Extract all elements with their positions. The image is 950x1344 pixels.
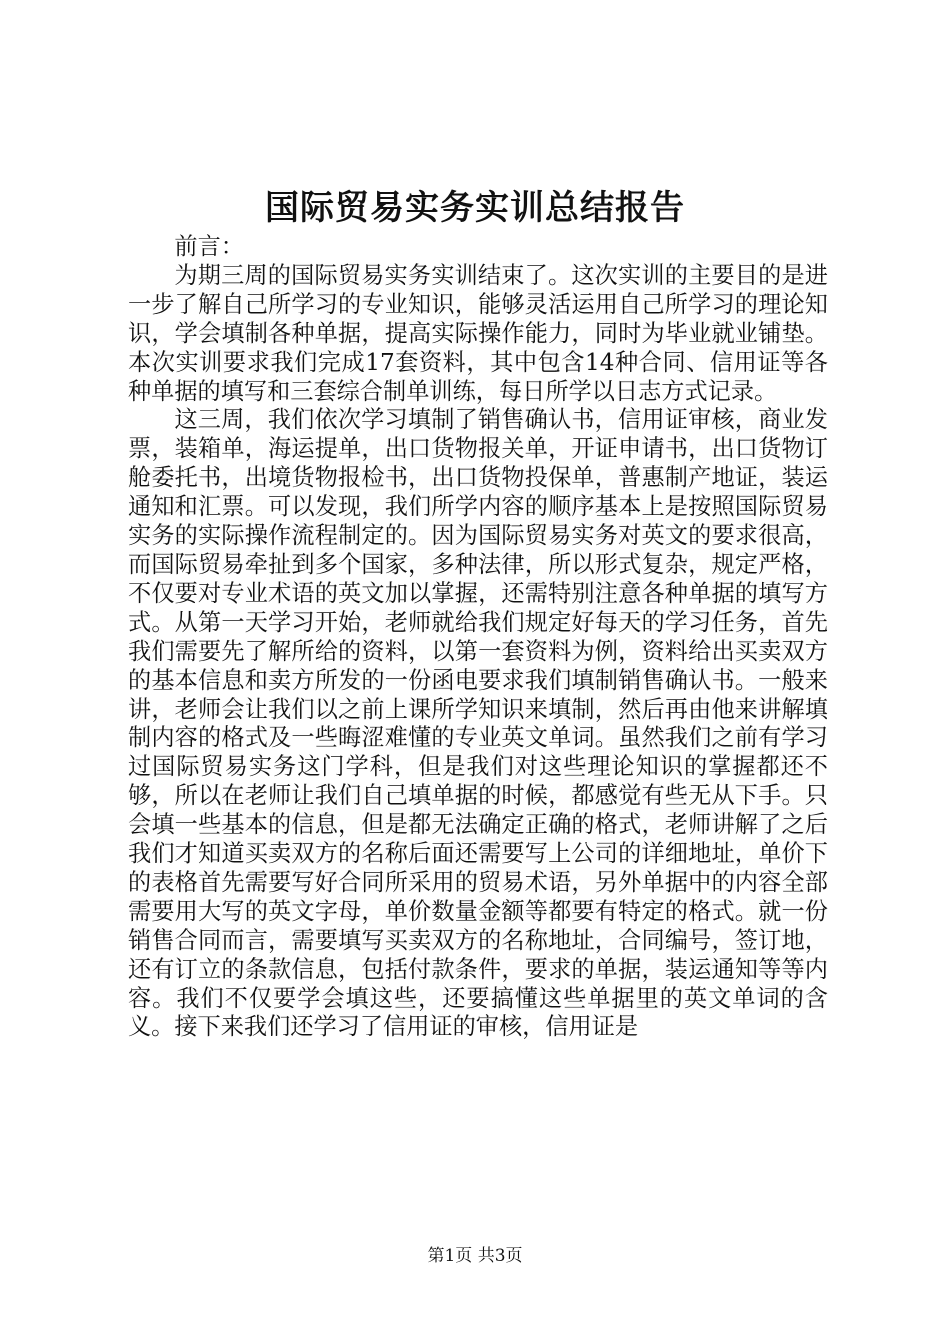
document-body (128, 233, 828, 1042)
paragraph-main: 这三周，我们依次学习填制了销售确认书，信用证审核，商业发票，装箱单，海运提单，出口货物报关单，开证申请书，出口货物订舱委托书，出境货物报检书，出口货物投保单，普惠制产地证，装运通知和汇票。可以发现，我们所学内容的顺序基本上是按照国际贸易实务的实际操作流程制定的。因为国际贸易实务对英文的要求很高，而国际贸易牵扯到多个国家，多种法律，所以形式复杂，规定严格，不仅要对专业术语的英文加以掌握，还需特别注意各种单据的填写方式。从第一天学习开始，老师就给我们规定好每天的学习任务，首先我们需要先了解所给的资料，以第一套资料为例，资料给出买卖双方的基本信息和卖方所发的一份函电要求我们填制销售确认书。一般来讲，老师会让我们以之前上课所学知识来填制，然后再由他来讲解填制内容的格式及一些晦涩难懂的专业英文单词。虽然我们之前有学习过国际贸易实务这门学科，但是我们对这些理论知识的掌握都还不够，所以在老师让我们自己填单据的时候，都感觉有些无从下手。只会填一些基本的信息，但是都无法确定正确的格式，老师讲解了之后我们才知道买卖双方的名称后面还需要写上公司的详细地址，单价下的表格首先需要写好合同所采用的贸易术语，另外单据中的内容全部需要用大写的英文字母，单价数量金额等都要有特定的格式。就一份销售合同而言，需要填写买卖双方的名称地址，合同编号，签订地，还有订立的条款信息，包括付款条件，要求的单据，装运通知等等内容。我们不仅要学会填这些，还要搞懂这些单据里的英文单词的含义。接下来我们还学习了信用证的审核，信用证是 (128, 406, 828, 1041)
page-number-footer: 第1页 共3页 (427, 1246, 523, 1266)
paragraph-preface-label: 前言： (174, 233, 244, 260)
paragraph-intro: 为期三周的国际贸易实务实训结束了。这次实训的主要目的是进一步了解自己所学习的专业知识，能够灵活运用自己所学习的理论知识，学会填制各种单据，提高实际操作能力，同时为毕业就业铺垫。本次实训要求我们完成17套资料，其中包含14种合同、信用证等各种单据的填写和三套综合制单训练，每日所学以日志方式记录。 (128, 261, 828, 405)
document-title: 国际贸易实务实训总结报告 (265, 188, 685, 228)
